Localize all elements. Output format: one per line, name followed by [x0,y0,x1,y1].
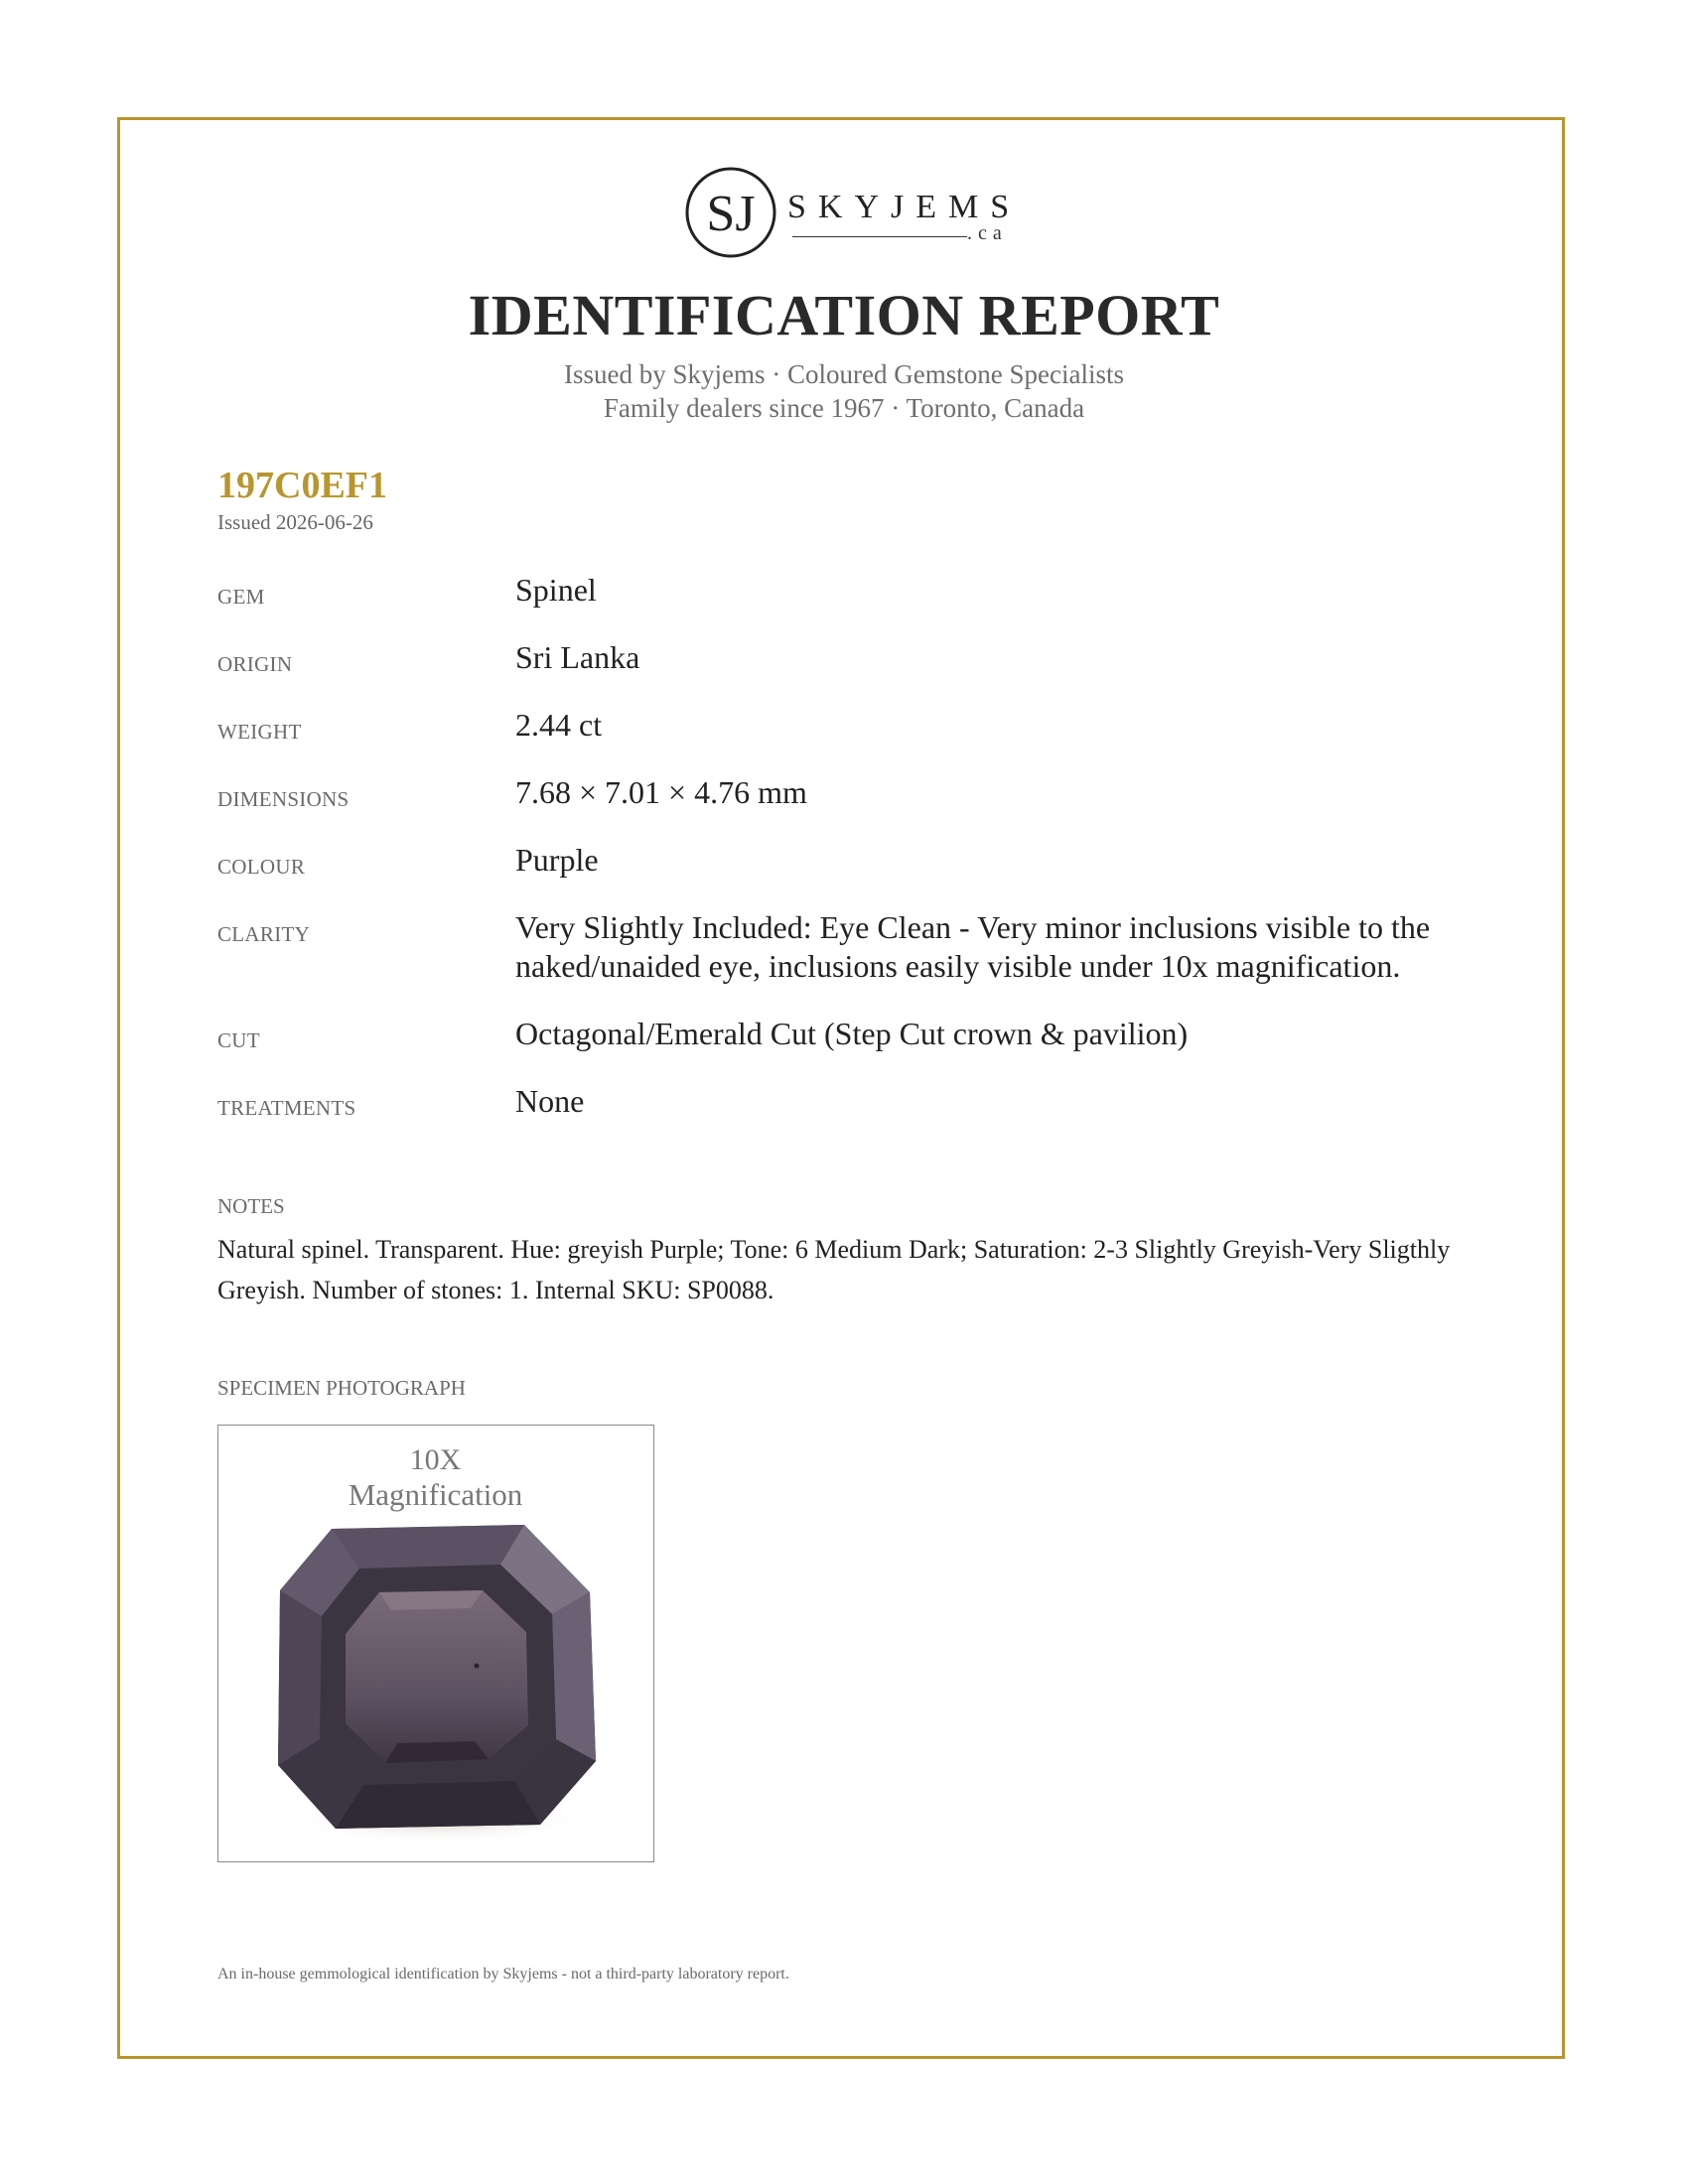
field-label: CUT [217,1028,260,1052]
field-row-cut [217,1015,1508,1053]
field-value: Spinel [515,572,597,608]
field-label: WEIGHT [217,720,302,744]
page-title: IDENTIFICATION REPORT [468,283,1220,347]
field-label: CLARITY [217,922,311,946]
field-row-treatments [217,1082,1508,1121]
field-label: GEM [217,585,265,609]
field-row-weight [217,706,1508,745]
field-label: ORIGIN [217,652,293,676]
brand-name: SKYJEMS [787,189,1022,225]
field-value: 7.68 × 7.01 × 4.76 mm [515,774,807,810]
field-label: TREATMENTS [217,1096,356,1120]
field-value: None [515,1083,585,1119]
issuer-line: Issued by Skyjems · Coloured Gemstone Specialists [564,359,1124,389]
field-value: Purple [515,842,599,878]
notes-text: Natural spinel. Transparent. Hue: greyish Purple; Tone: 6 Medium Dark; Saturation: 2-3 Slightly Greyish-Very Sligthly Greyish. Number of stones: 1. Internal SKU: SP0088. [217,1235,1451,1304]
field-value: Sri Lanka [515,639,640,675]
field-value: 2.44 ct [515,707,603,743]
sj-monogram-icon [683,165,778,260]
brand-logo [683,165,1022,264]
issued-date: Issued 2026-06-26 [217,510,373,534]
magnification-label: Magnification [348,1477,523,1512]
field-value: Very Slightly Included: Eye Clean - Very minor inclusions visible to the naked/unaided eye, inclusions easily visible under 10x magnification. [515,909,1431,984]
svg-text:SJ: SJ [706,186,756,242]
field-value: Octagonal/Emerald Cut (Step Cut crown & pavilion) [515,1016,1189,1051]
photo-label: SPECIMEN PHOTOGRAPH [217,1376,466,1400]
gemstone-image [276,1521,600,1850]
details-table [217,571,1508,1150]
brand-underline [792,236,967,237]
field-row-colour [217,841,1508,880]
location-line: Family dealers since 1967 · Toronto, Canada [603,393,1085,423]
field-row-clarity [217,908,1508,986]
field-row-gem [217,571,1508,610]
disclaimer-footer: An in-house gemmological identification by Skyjems - not a third-party laboratory report. [217,1966,789,1982]
brand-domain: .ca [967,222,1008,244]
notes-label: NOTES [217,1194,285,1218]
report-id: 197C0EF1 [217,465,387,506]
field-row-dimensions [217,773,1508,812]
specimen-photo [217,1425,654,1862]
field-label: COLOUR [217,855,306,879]
field-row-origin [217,638,1508,677]
magnification-value: 10X [409,1443,462,1476]
field-label: DIMENSIONS [217,787,350,811]
